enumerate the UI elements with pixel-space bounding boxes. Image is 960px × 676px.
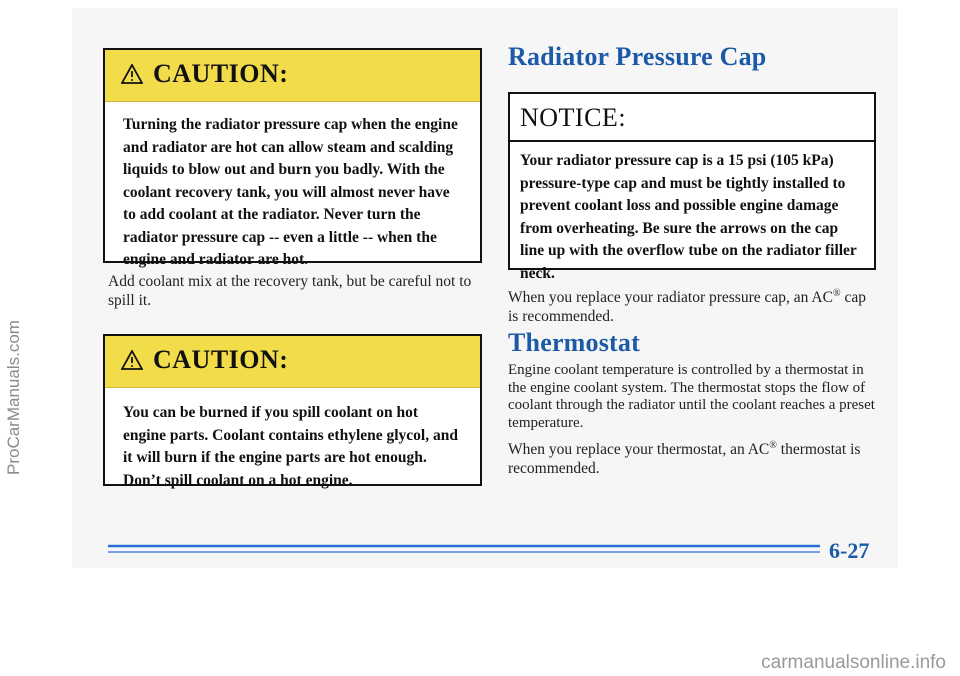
caution-header	[105, 336, 480, 388]
notice-title: NOTICE:	[520, 103, 627, 132]
caution-title: CAUTION:	[153, 59, 289, 88]
notice-header	[510, 94, 874, 142]
caution-header	[105, 50, 480, 102]
thermostat-paragraph: Engine coolant temperature is controlled by a thermostat in the engine coolant system. The thermostat stops the flow of coolant through the radiator until the coolant reaches a preset temperature.	[508, 362, 875, 431]
caution-box-radiator-cap	[103, 48, 482, 268]
caution-text: You can be burned if you spill coolant on hot engine parts. Coolant contains ethylene glycol, and it will burn if the engine parts are hot enough. Don’t spill coolant on a hot engine.	[123, 404, 458, 489]
caution-box-spill-coolant	[103, 334, 482, 489]
registered-mark: ®	[769, 439, 777, 451]
heading-thermostat: Thermostat	[508, 328, 640, 357]
cap-text-after: cap is recommended.	[508, 289, 866, 325]
bottom-watermark: carmanualsonline.info	[761, 652, 946, 673]
warning-triangle-icon	[121, 350, 143, 370]
cap-text-before: When you replace your radiator pressure cap, an AC	[508, 289, 833, 306]
thermostat-text-after: thermostat is recommended.	[508, 441, 861, 477]
page-number: 6-27	[829, 538, 870, 563]
side-watermark: ProCarManuals.com	[4, 320, 23, 475]
thermostat-text-before: When you replace your thermostat, an AC	[508, 441, 770, 458]
thermostat-replacement-paragraph	[508, 440, 878, 478]
caution-title: CAUTION:	[153, 345, 289, 374]
warning-triangle-icon	[121, 64, 143, 84]
heading-radiator-pressure-cap: Radiator Pressure Cap	[508, 42, 767, 71]
footer-rule	[108, 534, 828, 564]
notice-box	[508, 92, 876, 282]
registered-mark: ®	[832, 287, 841, 299]
recovery-tank-paragraph: Add coolant mix at the recovery tank, but be careful not to spill it.	[108, 273, 472, 309]
cap-replacement-paragraph	[508, 288, 878, 326]
caution-text: Turning the radiator pressure cap when the engine and radiator are hot can allow steam and scalding liquids to blow out and burn you badly. With the coolant recovery tank, you will almost never have to add coolant at the radiator. Never turn the radiator pressure cap -- even a little -- when the engine and radiator are hot.	[123, 116, 458, 268]
notice-text: Your radiator pressure cap is a 15 psi (105 kPa) pressure-type cap and must be tightly installed to prevent coolant loss and possible engine damage from overheating. Be sure the arrows on the cap line up with the overflow tube on the radiator filler neck.	[520, 152, 857, 282]
